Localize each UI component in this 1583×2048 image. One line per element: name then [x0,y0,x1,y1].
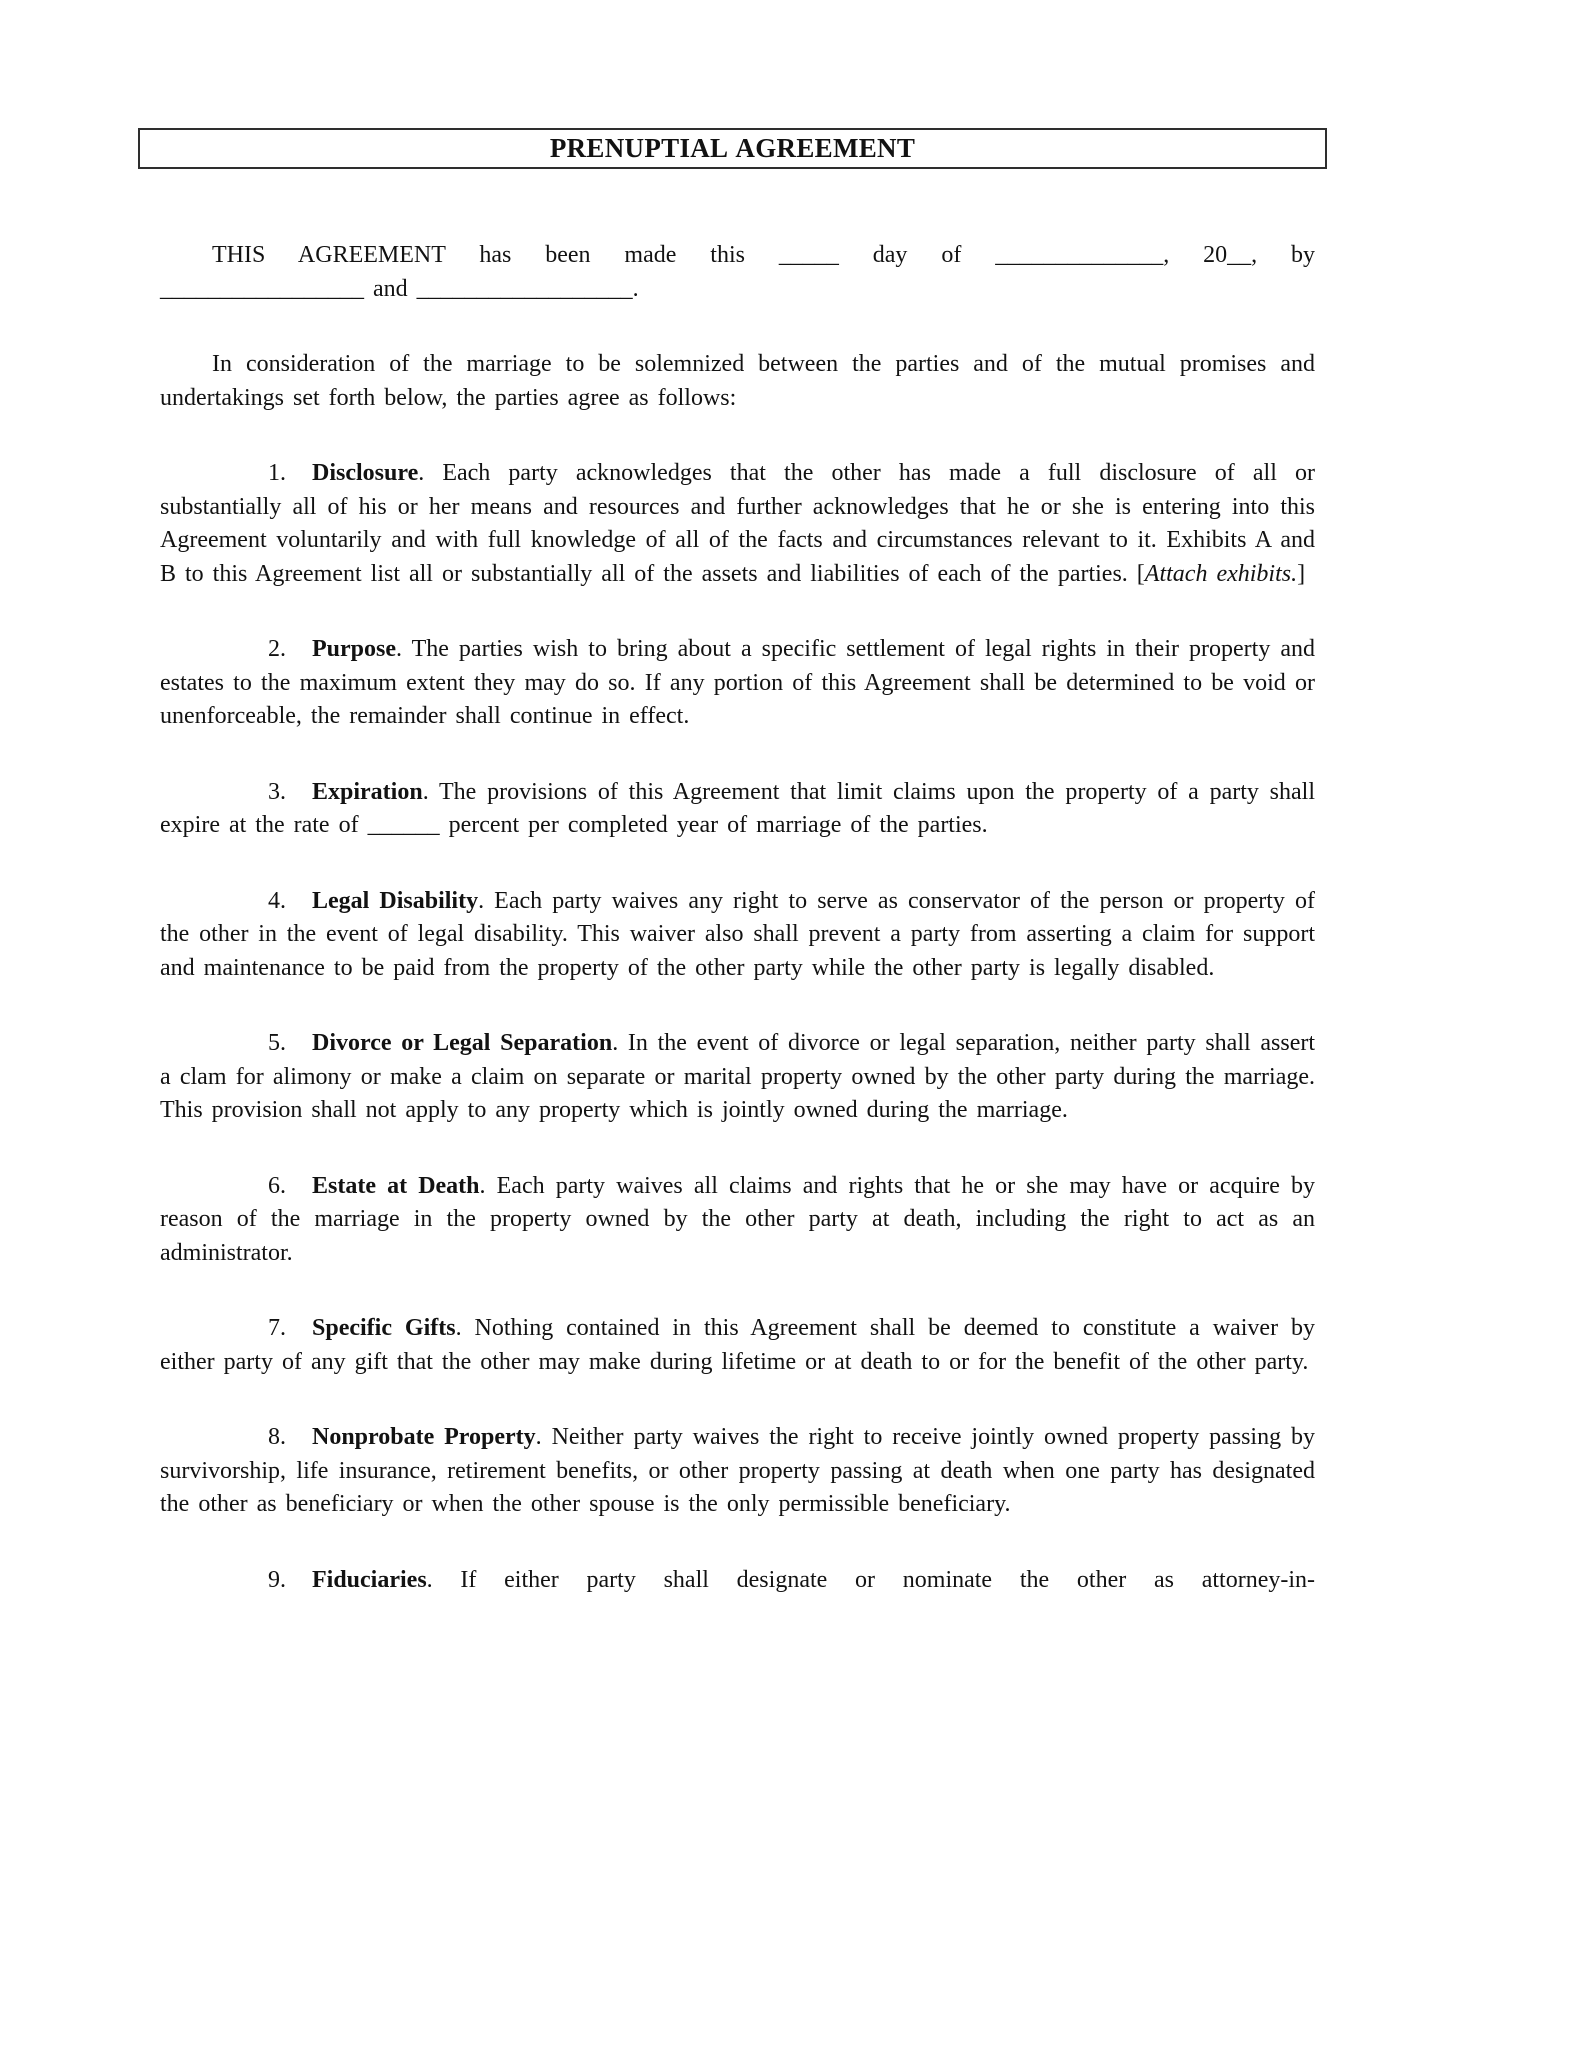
section-paragraph [160,776,1315,843]
section-paragraph [160,1027,1315,1128]
section-paragraph [160,1312,1315,1379]
document-title: PRENUPTIAL AGREEMENT [549,132,916,163]
section-text: . In the event of divorce or legal separation, neither party shall assert a clam for alimony or make a claim on separate or marital property owned by the other party during the marriage. This provision shall not apply to any property which is jointly owned during the marriage. [160,1030,1316,1123]
section-heading: Expiration [312,778,423,805]
section-text: . Neither party waives the right to receive jointly owned property passing by survivorship, life insurance, retirement benefits, or other property passing at death when one party has designated the other as beneficiary or when the other spouse is the only permissible beneficiary. [160,1424,1316,1517]
section-heading: Legal Disability [312,887,479,914]
opening-paragraph [160,239,1315,306]
section-paragraph [160,633,1315,734]
section-paragraph [160,1421,1315,1522]
section-heading: Fiduciaries [312,1566,427,1593]
consideration-paragraph: In consideration of the marriage to be solemnized between the parties and of the mutual promises and undertakings set forth below, the parties agree as follows: [160,351,1315,411]
opening-line-1: THIS AGREEMENT has been made this _____ day of ______________, 20__, by [212,242,1315,268]
section-text: . If either party shall designate or nominate the other as attorney-in- [426,1566,1315,1593]
section-heading: Divorce or Legal Separation [312,1030,613,1056]
section-heading: Estate at Death [312,1172,480,1199]
section-number: 3. [268,778,286,805]
section-number: 4. [268,887,286,914]
section-heading: Purpose [312,636,396,662]
section-heading: Disclosure [312,460,419,486]
title-box [138,128,1327,169]
section-number: 2. [268,636,286,662]
section-paragraph [160,1564,1315,1598]
section-number: 8. [268,1424,286,1450]
section-number: 7. [268,1315,286,1341]
section-paragraph [160,457,1315,591]
section-text: . Each party waives all claims and rights that he or she may have or acquire by reason of the marriage in the property owned by the other party at death, including the right to act as an administrator. [160,1172,1315,1266]
section-number: 5. [268,1030,286,1056]
section-number: 6. [268,1172,286,1199]
section-heading: Nonprobate Property [312,1424,536,1450]
section-text: . Each party waives any right to serve as conservator of the person or property of the other in the event of legal disability. This waiver also shall prevent a party from asserting a claim for support and maintenance to be paid from the property of the other party while the other party is legally disabled. [160,887,1315,981]
section-paragraph [160,885,1315,986]
section-text: . Nothing contained in this Agreement shall be deemed to constitute a waiver by either party of any gift that the other may make during lifetime or at death to or for the benefit of the other party. [160,1315,1316,1375]
sections-container [160,457,1315,1597]
opening-line-2: _________________ and __________________. [160,275,639,302]
section-text: ] [1297,560,1306,587]
section-text: Attach exhibits. [1144,560,1298,587]
section-text: . The parties wish to bring about a specific settlement of legal rights in their property and estates to the maximum extent they may do so. If any portion of this Agreement shall be determined to be void or unenforceable, the remainder shall continue in effect. [160,636,1315,729]
section-heading: Specific Gifts [312,1315,456,1341]
section-text: . Each party acknowledges that the other has made a full disclosure of all or substantially all of his or her means and resources and further acknowledges that he or she is entering into this Agreement voluntarily and with full knowledge of all of the facts and circumstances relevant to it. Exhibits A and B to this Agreement list all or substantially all of the assets and liabilities of each of the parties. [ [160,460,1315,587]
section-paragraph [160,1170,1315,1271]
section-number: 1. [268,460,286,486]
section-text: . The provisions of this Agreement that limit claims upon the property of a party shall expire at the rate of ______ percent per completed year of marriage of the parties. [160,778,1315,838]
section-number: 9. [268,1566,286,1593]
